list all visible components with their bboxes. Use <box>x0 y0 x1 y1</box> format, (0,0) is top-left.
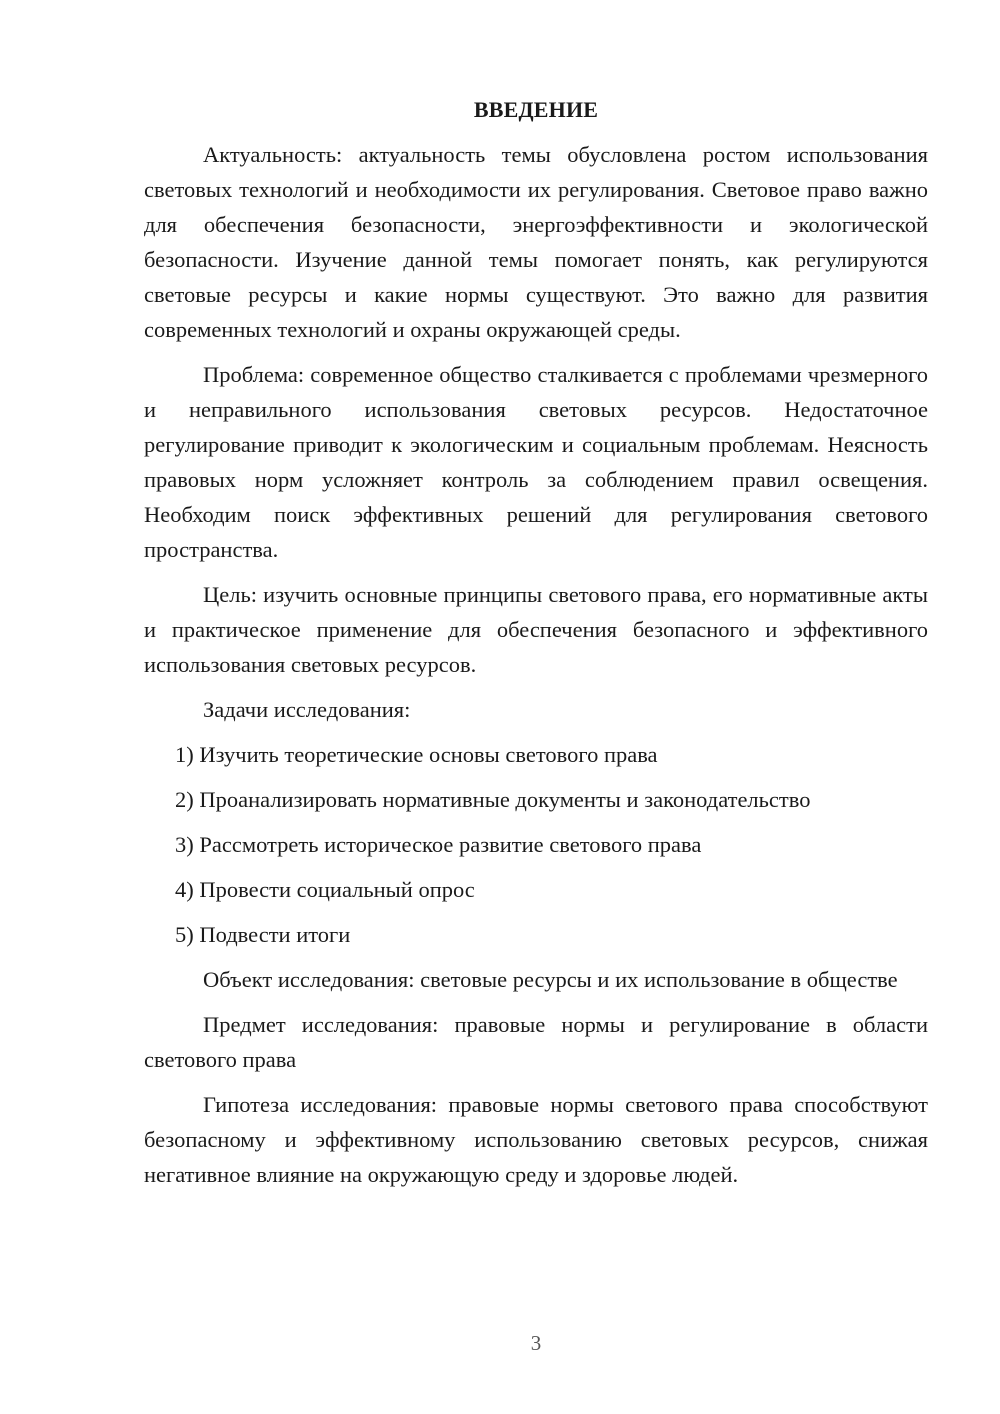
relevance-paragraph: Актуальность: актуальность темы обусловлена ростом использования световых технологий и необходимости их регулирования. Световое право важно для обеспечения безопасности, энергоэффективности и экологической безопасности. Изучение данной темы помогает понять, как регулируются световые ресурсы и какие нормы существуют. Это важно для развития современных технологий и охраны окружающей среды. <box>144 142 928 342</box>
tasks-list <box>144 737 928 952</box>
problem-paragraph: Проблема: современное общество сталкивается с проблемами чрезмерного и неправильного использования световых ресурсов. Недостаточное регулирование приводит к экологическим и социальным проблемам. Неясность правовых норм усложняет контроль за соблюдением правил освещения. Необходим поиск эффективных решений для регулирования светового пространства. <box>144 362 928 562</box>
list-item: 1) Изучить теоретические основы светового права <box>175 742 658 767</box>
list-item: 4) Провести социальный опрос <box>175 877 475 902</box>
object-paragraph: Объект исследования: световые ресурсы и их использование в обществе <box>203 967 898 992</box>
section-heading: ВВЕДЕНИЕ <box>473 97 599 122</box>
goal-paragraph: Цель: изучить основные принципы светового права, его нормативные акты и практическое применение для обеспечения безопасного и эффективного использования световых ресурсов. <box>144 582 928 677</box>
list-item: 5) Подвести итоги <box>175 922 351 947</box>
list-item: 2) Проанализировать нормативные документы и законодательство <box>175 787 811 812</box>
hypothesis-paragraph: Гипотеза исследования: правовые нормы светового права способствуют безопасному и эффективному использованию световых ресурсов, снижая негативное влияние на окружающую среду и здоровье людей. <box>144 1092 928 1187</box>
subject-paragraph: Предмет исследования: правовые нормы и регулирование в области светового права <box>144 1012 928 1072</box>
page-number: 3 <box>530 1331 542 1355</box>
list-item: 3) Рассмотреть историческое развитие светового права <box>175 832 702 857</box>
document-body <box>144 92 928 1202</box>
tasks-title: Задачи исследования: <box>203 697 411 722</box>
